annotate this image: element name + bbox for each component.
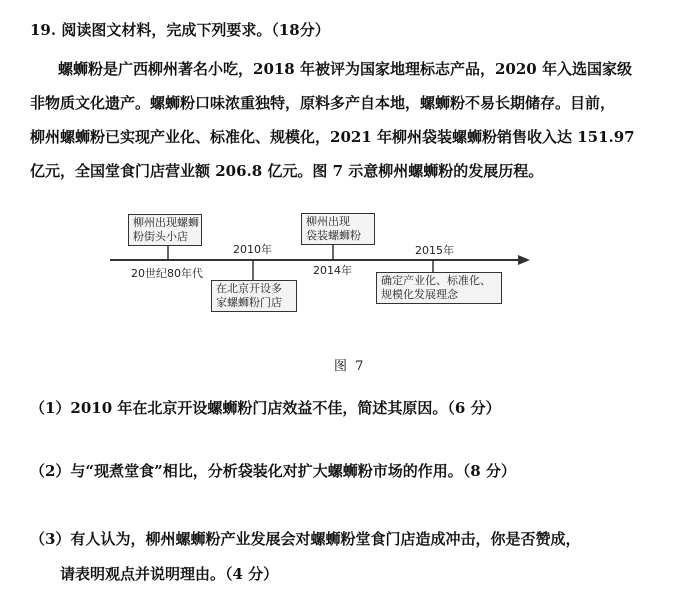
subquestion-3-line-2: 请表明观点并说明理由。（4 分） <box>60 565 279 583</box>
event-2014-line-2: 袋装螺蛳粉 <box>306 229 361 242</box>
material-line-4: 亿元，全国堂食门店营业额 206.8 亿元。图 7 示意柳州螺蛳粉的发展历程。 <box>30 162 544 180</box>
timeline-arrow-icon <box>518 255 530 265</box>
subquestion-1: （1）2010 年在北京开设螺蛳粉门店效益不佳，简述其原因。（6 分） <box>30 399 501 417</box>
year-label-2014: 2014年 <box>313 264 352 277</box>
event-2015-line-2: 规模化发展理念 <box>381 288 458 301</box>
material-line-1: 螺蛳粉是广西柳州著名小吃，2018 年被评为国家地理标志产品，2020 年入选国家级 <box>58 60 632 78</box>
subquestion-2: （2）与“现煮堂食”相比，分析袋装化对扩大螺蛳粉市场的作用。（8 分） <box>30 462 516 480</box>
event-box-1980s <box>128 214 202 246</box>
year-label-2015: 2015年 <box>415 244 454 257</box>
event-1980s-line-1: 柳州出现螺蛳 <box>133 216 199 229</box>
event-2015-line-1: 确定产业化、标准化、 <box>381 274 491 287</box>
material-line-3: 柳州螺蛳粉已实现产业化、标准化、规模化，2021 年柳州袋装螺蛳粉销售收入达 151.97 <box>30 128 635 146</box>
event-2010-line-1: 在北京开设多 <box>216 282 282 295</box>
event-2014-line-1: 柳州出现 <box>306 215 350 228</box>
question-title: 19. 阅读图文材料，完成下列要求。（18分） <box>30 21 330 39</box>
year-label-2010: 2010年 <box>233 243 272 256</box>
material-line-2: 非物质文化遗产。螺蛳粉口味浓重独特，原料多产自本地，螺蛳粉不易长期储存。目前， <box>30 94 616 112</box>
figure-caption: 图 7 <box>334 359 366 374</box>
event-1980s-line-2: 粉街头小店 <box>133 230 188 243</box>
event-box-2015 <box>376 272 502 304</box>
event-box-2010 <box>211 280 297 312</box>
subquestion-3-line-1: （3）有人认为，柳州螺蛳粉产业发展会对螺蛳粉堂食门店造成冲击，你是否赞成， <box>30 530 581 548</box>
event-box-2014 <box>301 213 375 245</box>
event-2010-line-2: 家螺蛳粉门店 <box>216 296 282 309</box>
year-label-1980s: 20世纪80年代 <box>131 267 203 280</box>
